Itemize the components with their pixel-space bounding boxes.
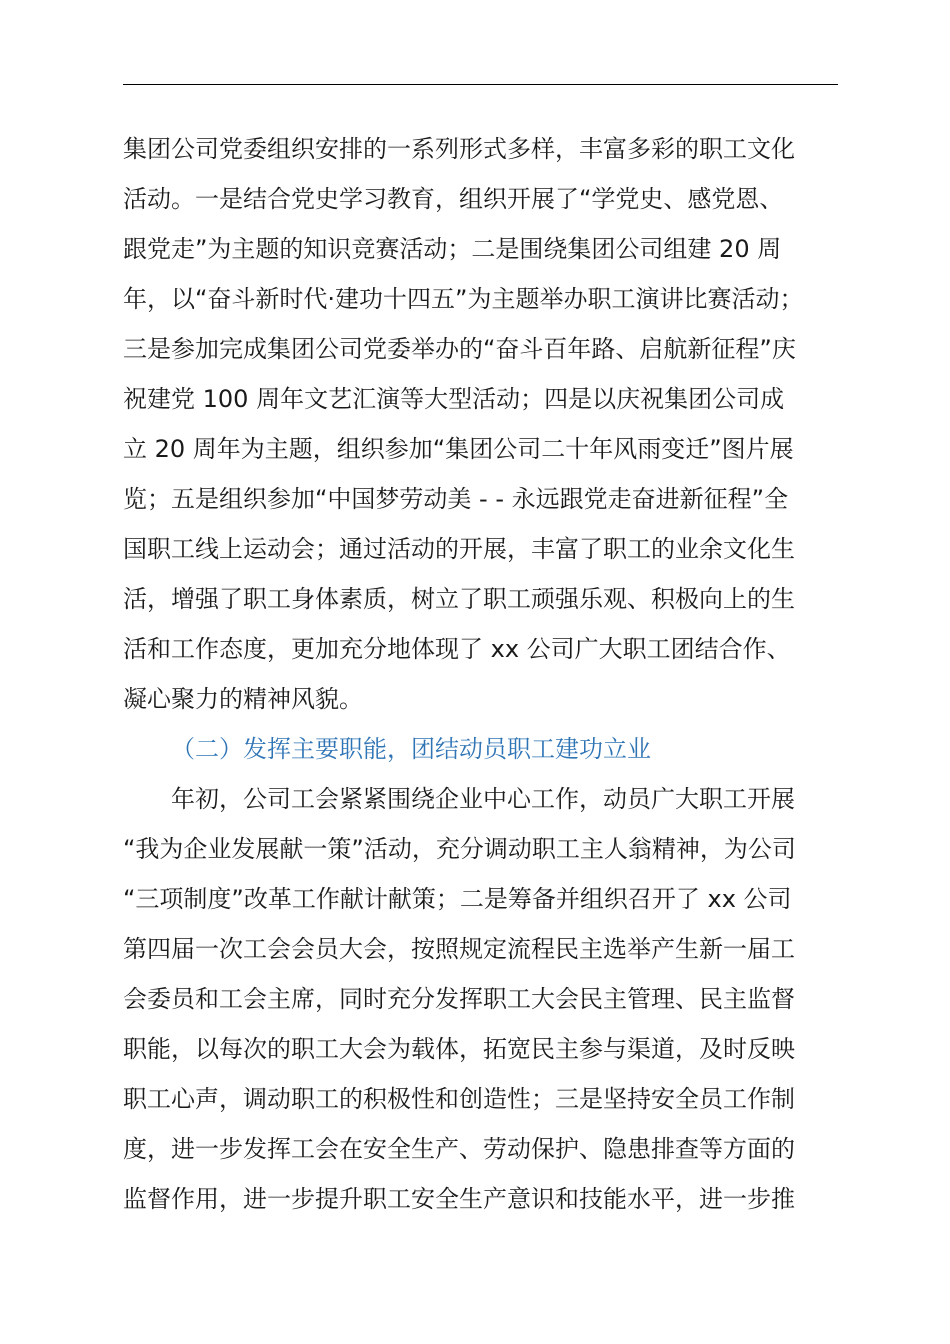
text-line: “我为企业发展献一策”活动，充分调动职工主人翁精神，为公司: [123, 835, 796, 863]
text-line: 年初，公司工会紧紧围绕企业中心工作，动员广大职工开展: [171, 785, 795, 813]
text-line: 国职工线上运动会；通过活动的开展，丰富了职工的业余文化生: [123, 535, 795, 563]
header-rule: [123, 84, 838, 85]
text-line: 三是参加完成集团公司党委举办的“奋斗百年路、启航新征程”庆: [123, 335, 796, 363]
text-line: 览；五是组织参加“中国梦劳动美 - - 永远跟党走奋进新征程”全: [123, 485, 789, 513]
text-line: “三项制度”改革工作献计献策；二是筹备并组织召开了 xx 公司: [123, 885, 792, 913]
text-line: 职能，以每次的职工大会为载体，拓宽民主参与渠道，及时反映: [123, 1035, 795, 1063]
text-line: 年，以“奋斗新时代·建功十四五”为主题举办职工演讲比赛活动；: [123, 285, 804, 313]
text-line: 活和工作态度，更加充分地体现了 xx 公司广大职工团结合作、: [123, 635, 791, 663]
text-line: 活动。一是结合党史学习教育，组织开展了“学党史、感党恩、: [123, 185, 784, 213]
text-line: 第四届一次工会会员大会，按照规定流程民主选举产生新一届工: [123, 935, 795, 963]
section-heading: （二）发挥主要职能，团结动员职工建功立业: [171, 735, 651, 763]
text-line: 监督作用，进一步提升职工安全生产意识和技能水平，进一步推: [123, 1185, 795, 1213]
text-line: 集团公司党委组织安排的一系列形式多样，丰富多彩的职工文化: [123, 135, 795, 163]
text-line: 跟党走”为主题的知识竞赛活动；二是围绕集团公司组建 20 周: [123, 235, 782, 263]
text-line: 凝心聚力的精神风貌。: [123, 685, 363, 713]
text-line: 立 20 周年为主题，组织参加“集团公司二十年风雨变迁”图片展: [123, 435, 794, 463]
text-line: 祝建党 100 周年文艺汇演等大型活动；四是以庆祝集团公司成: [123, 385, 785, 413]
text-line: 会委员和工会主席，同时充分发挥职工大会民主管理、民主监督: [123, 985, 795, 1013]
text-line: 职工心声，调动职工的积极性和创造性；三是坚持安全员工作制: [123, 1085, 795, 1113]
text-line: 度，进一步发挥工会在安全生产、劳动保护、隐患排查等方面的: [123, 1135, 795, 1163]
text-line: 活，增强了职工身体素质，树立了职工顽强乐观、积极向上的生: [123, 585, 795, 613]
document-body: [123, 124, 843, 1224]
